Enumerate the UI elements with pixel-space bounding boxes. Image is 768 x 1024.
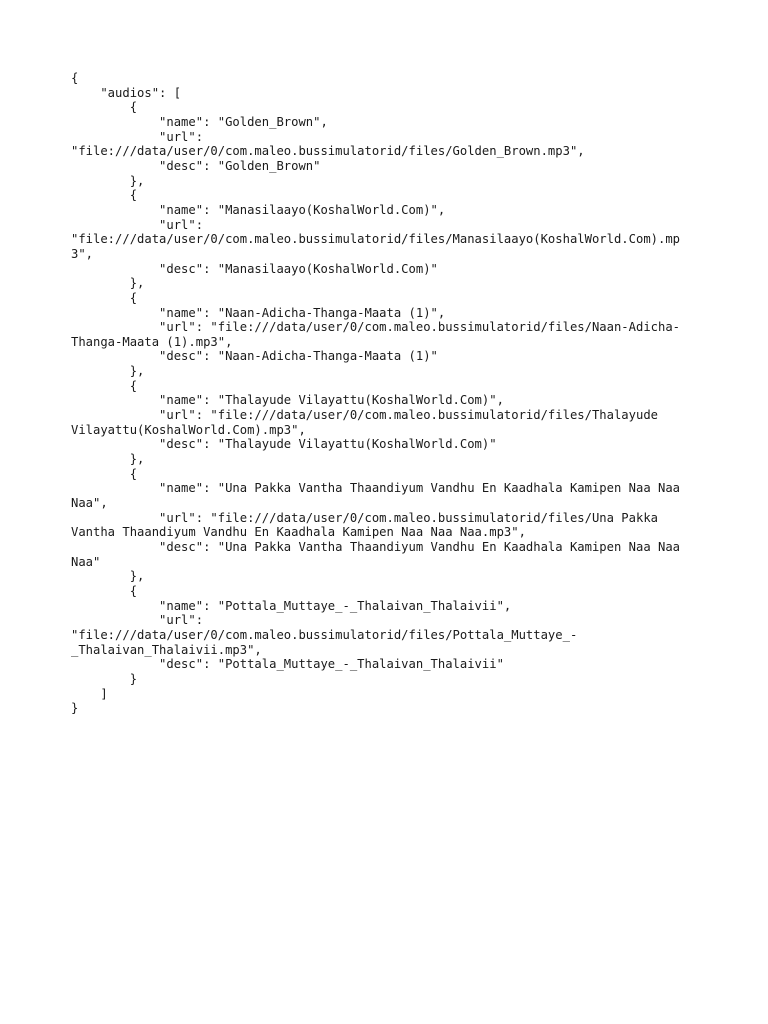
text-line: }, — [71, 569, 145, 584]
text-line: Vantha Thaandiyum Vandhu En Kaadhala Kamipen Naa Naa Naa.mp3", — [71, 525, 526, 540]
text-line: "name": "Pottala_Muttaye_-_Thalaivan_Thalaivii", — [71, 598, 512, 613]
text-line: "desc": "Pottala_Muttaye_-_Thalaivan_Thalaivii" — [71, 657, 504, 672]
text-line: }, — [71, 173, 145, 188]
text-line: } — [71, 701, 79, 716]
text-line: { — [71, 583, 138, 598]
text-line: "name": "Naan-Adicha-Thanga-Maata (1)", — [71, 305, 446, 320]
json-text-block — [71, 71, 711, 716]
text-line: Vilayattu(KoshalWorld.Com).mp3", — [71, 422, 306, 437]
text-line: Naa", — [71, 496, 108, 511]
text-line: "desc": "Naan-Adicha-Thanga-Maata (1)" — [71, 349, 438, 364]
text-line: }, — [71, 364, 145, 379]
text-line: "url": "file:///data/user/0/com.maleo.bussimulatorid/files/Naan-Adicha- — [71, 320, 681, 335]
text-line: "name": "Manasilaayo(KoshalWorld.Com)", — [71, 202, 446, 217]
text-line: "file:///data/user/0/com.maleo.bussimulatorid/files/Pottala_Muttaye_- — [71, 627, 578, 642]
text-line: ] — [71, 686, 108, 701]
text-line: { — [71, 188, 138, 203]
text-line: "file:///data/user/0/com.maleo.bussimulatorid/files/Golden_Brown.mp3", — [71, 144, 585, 159]
text-line: "desc": "Manasilaayo(KoshalWorld.Com)" — [71, 261, 438, 276]
text-line: "name": "Una Pakka Vantha Thaandiyum Vandhu En Kaadhala Kamipen Naa Naa — [71, 481, 681, 496]
text-line: "name": "Golden_Brown", — [71, 114, 328, 129]
text-line: Thanga-Maata (1).mp3", — [71, 334, 233, 349]
text-line: "desc": "Thalayude Vilayattu(KoshalWorld.Com)" — [71, 437, 497, 452]
text-line: "url": — [71, 613, 204, 628]
text-line: { — [71, 466, 138, 481]
text-line: { — [71, 71, 79, 85]
text-line: }, — [71, 276, 145, 291]
text-line: "desc": "Una Pakka Vantha Thaandiyum Vandhu En Kaadhala Kamipen Naa Naa — [71, 540, 681, 554]
text-line: 3", — [71, 246, 94, 261]
text-line: { — [71, 290, 138, 305]
text-line: Naa" — [71, 554, 101, 569]
text-line: "url": "file:///data/user/0/com.maleo.bussimulatorid/files/Una Pakka — [71, 510, 658, 525]
text-line: } — [71, 671, 138, 686]
text-line: "name": "Thalayude Vilayattu(KoshalWorld.Com)", — [71, 393, 504, 408]
text-line: _Thalaivan_Thalaivii.mp3", — [71, 642, 262, 657]
text-line: { — [71, 378, 138, 393]
text-line: { — [71, 100, 138, 115]
text-line: "file:///data/user/0/com.maleo.bussimulatorid/files/Manasilaayo(KoshalWorld.Com).mp — [71, 232, 681, 247]
text-line: "url": — [71, 217, 204, 232]
text-line: "desc": "Golden_Brown" — [71, 158, 321, 173]
text-line: }, — [71, 452, 145, 467]
text-line: "url": "file:///data/user/0/com.maleo.bussimulatorid/files/Thalayude — [71, 408, 658, 423]
text-line: "audios": [ — [71, 85, 182, 100]
text-line: "url": — [71, 129, 204, 144]
